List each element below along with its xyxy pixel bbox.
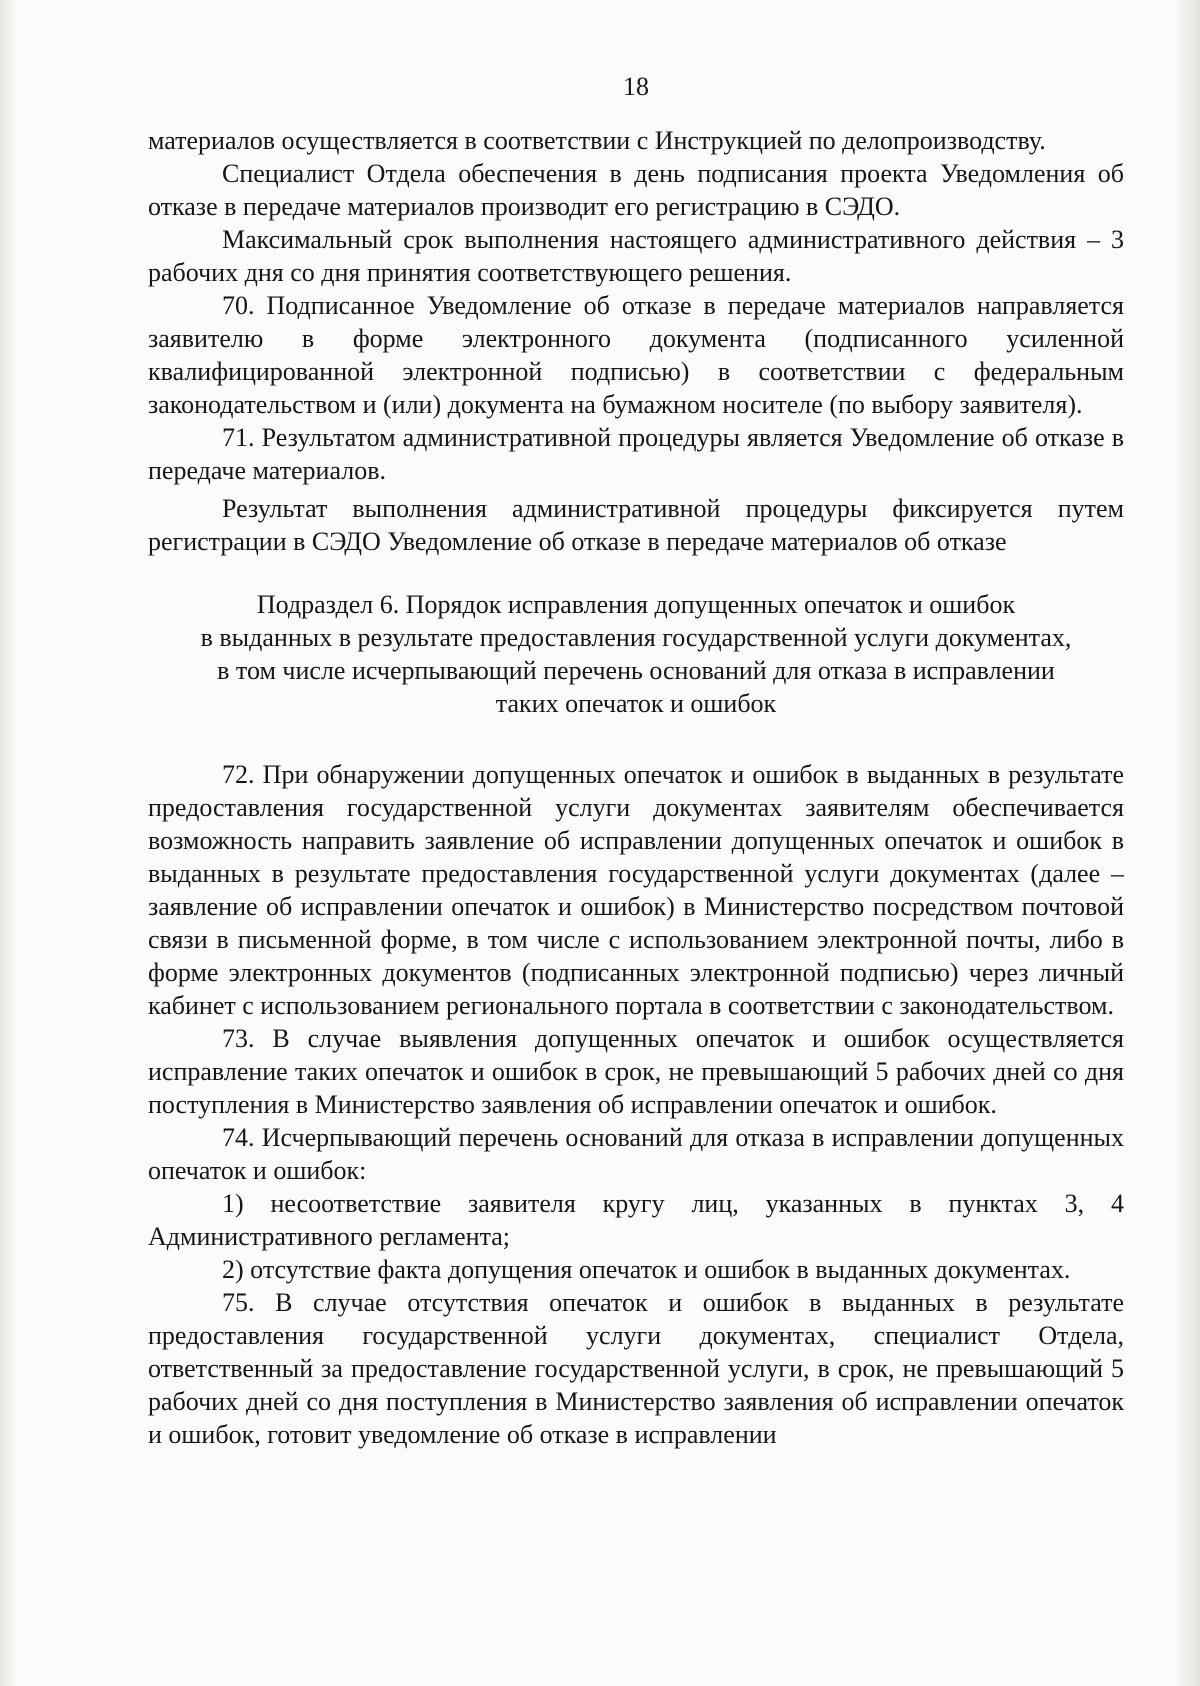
page-number: 18 bbox=[623, 72, 649, 101]
scan-edge-right bbox=[1174, 0, 1200, 1686]
scan-edge-left bbox=[0, 0, 18, 1686]
paragraph-result-fixation: Результат выполнения административной процедуры фиксируется путем регистрации в СЭДО Уведомление об отказе в передаче материалов об отказе bbox=[148, 494, 1124, 556]
paragraph-70: 70. Подписанное Уведомление об отказе в передаче материалов направляется заявителю в форме электронного документа (подписанного усиленной квалифицированной электронной подписью) в соответствии с федеральным законодательством и (или) документа на бумажном носителе (по выбору заявителя). bbox=[148, 291, 1124, 419]
subsection-heading bbox=[148, 588, 1124, 720]
paragraph-max-term: Максимальный срок выполнения настоящего административного действия – 3 рабочих дня со дня принятия соответствующего решения. bbox=[148, 225, 1124, 287]
paragraph-72: 72. При обнаружении допущенных опечаток и ошибок в выданных в результате предоставления государственной услуги документах заявителям обеспечивается возможность направить заявление об исправлении допущенных опечаток и ошибок в выданных в результате предоставления государственной услуги документах (далее – заявление об исправлении опечаток и ошибок) в Министерство посредством почтовой связи в письменной форме, в том числе с использованием электронной почты, либо в форме электронных документов (подписанных электронной подписью) через личный кабинет с использованием регионального портала в соответствии с законодательством. bbox=[148, 760, 1124, 1020]
list-item-2: 2) отсутствие факта допущения опечаток и ошибок в выданных документах. bbox=[222, 1255, 1071, 1284]
subsection-heading-line: таких опечаток и ошибок bbox=[495, 689, 777, 718]
subsection-heading-line: Подраздел 6. Порядок исправления допущенных опечаток и ошибок bbox=[256, 590, 1016, 619]
subsection-heading-line: в том числе исчерпывающий перечень оснований для отказа в исправлении bbox=[217, 656, 1055, 685]
paragraph-75: 75. В случае отсутствия опечаток и ошибок в выданных в результате предоставления государственной услуги документах, специалист Отдела, ответственный за предоставление государственной услуги, в срок, не превышающий 5 рабочих дней со дня поступления в Министерство заявления об исправлении опечаток и ошибок, готовит уведомление об отказе в исправлении bbox=[148, 1288, 1124, 1449]
list-item-1: 1) несоответствие заявителя кругу лиц, указанных в пунктах 3, 4 Административного регламента; bbox=[148, 1189, 1124, 1251]
paragraph-registration: Специалист Отдела обеспечения в день подписания проекта Уведомления об отказе в передаче материалов производит его регистрацию в СЭДО. bbox=[148, 159, 1124, 221]
subsection-heading-line: в выданных в результате предоставления государственной услуги документах, bbox=[200, 623, 1072, 652]
paragraph-74: 74. Исчерпывающий перечень оснований для отказа в исправлении допущенных опечаток и ошибок: bbox=[148, 1123, 1124, 1185]
paragraph-continuation: материалов осуществляется в соответствии с Инструкцией по делопроизводству. bbox=[148, 126, 1046, 155]
paragraph-73: 73. В случае выявления допущенных опечаток и ошибок осуществляется исправление таких опечаток и ошибок в срок, не превышающий 5 рабочих дней со дня поступления в Министерство заявления об исправлении опечаток и ошибок. bbox=[148, 1024, 1124, 1119]
document-page bbox=[148, 72, 1124, 1451]
paragraph-71: 71. Результатом административной процедуры является Уведомление об отказе в передаче материалов. bbox=[148, 423, 1124, 485]
